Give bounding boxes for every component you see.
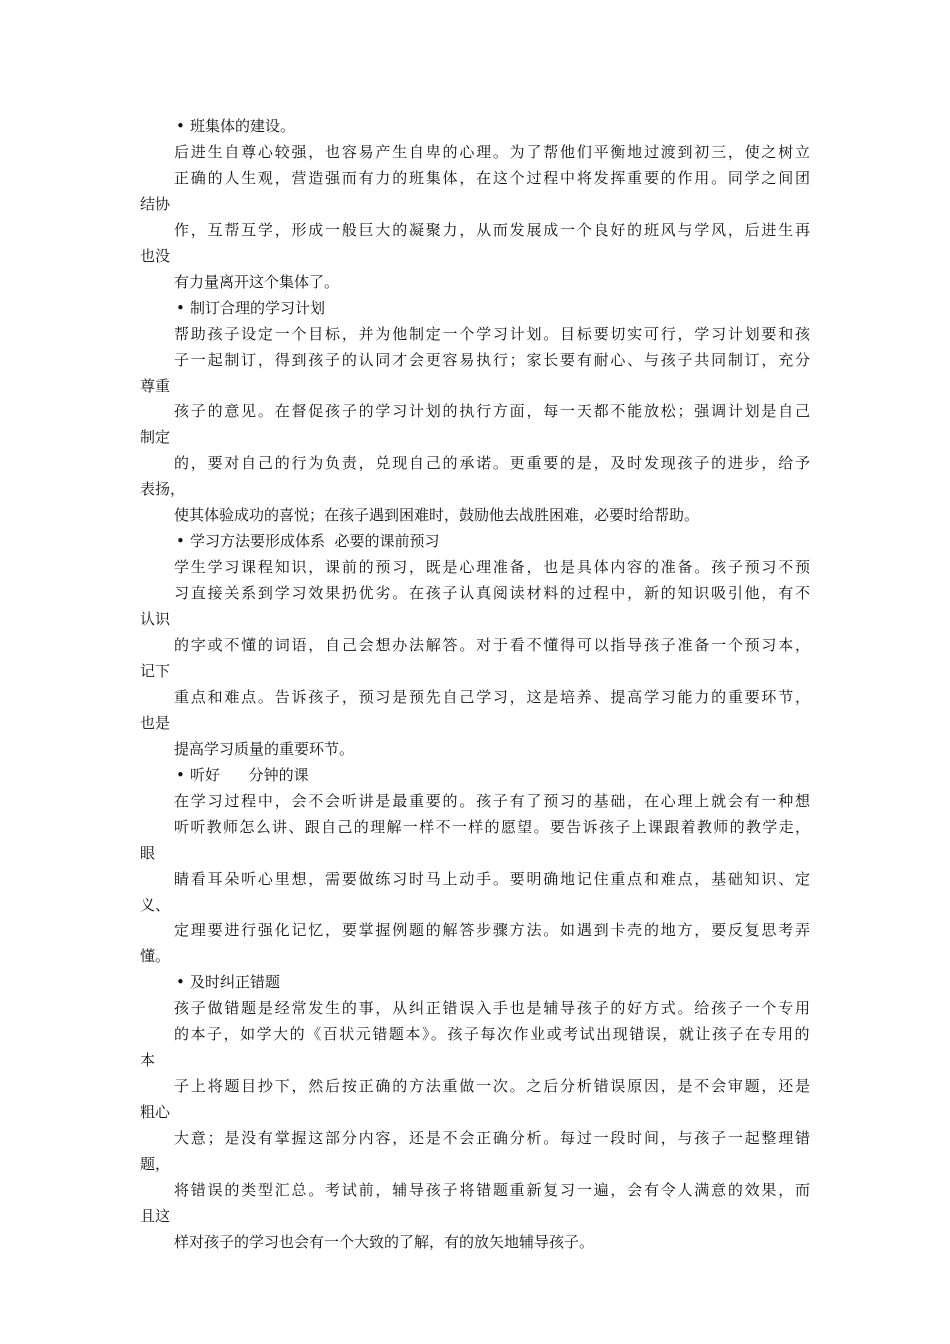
paragraph-line: 题， (140, 1155, 171, 1173)
paragraph-line: 结协 (140, 194, 171, 213)
paragraph-line: 后进生自尊心较强，也容易产生自卑的心理。为了帮他们平衡地过渡到初三，使之树立 (174, 142, 812, 161)
paragraph-line: 在学习过程中，会不会听讲是最重要的。孩子有了预习的基础，在心理上就会有一种想 (174, 791, 812, 810)
paragraph-line: 本 (140, 1051, 156, 1070)
paragraph-line: 作，互帮互学，形成一般巨大的凝聚力，从而发展成一个良好的班风与学风，后进生再 (174, 220, 812, 239)
paragraph-line: 眼 (140, 843, 156, 862)
bullet-icon: • (176, 765, 185, 784)
paragraph-line: 正确的人生观，营造强而有力的班集体，在这个过程中将发挥重要的作用。同学之间团 (174, 168, 812, 187)
paragraph-line: 粗心 (140, 1103, 171, 1122)
paragraph-line: 使其体验成功的喜悦；在孩子遇到困难时，鼓励他去战胜困难，必要时给帮助。 (174, 506, 700, 525)
section-heading (176, 116, 295, 136)
paragraph-line: 孩子做错题是经常发生的事，从纠正错误入手也是辅导孩子的好方式。给孩子一个专用 (174, 999, 812, 1018)
bullet-icon: • (176, 973, 185, 992)
bullet-icon: • (176, 298, 185, 317)
paragraph-line: 认识 (140, 610, 171, 629)
paragraph-line: 定理要进行强化记忆，要掌握例题的解答步骤方法。如遇到卡壳的地方，要反复思考弄 (174, 921, 812, 940)
section-heading (176, 531, 440, 551)
section-heading (176, 298, 325, 318)
paragraph-line: 子一起制订，得到孩子的认同才会更容易执行；家长要有耐心、与孩子共同制订，充分 (174, 350, 812, 369)
paragraph-line: 学生学习课程知识，课前的预习，既是心理准备，也是具体内容的准备。孩子预习不预 (174, 558, 812, 577)
paragraph-line: 记下 (140, 661, 171, 680)
paragraph-line: 尊重 (140, 376, 171, 395)
section-heading-text: 听好 分钟的课 (190, 765, 309, 784)
paragraph-line: 将错误的类型汇总。考试前，辅导孩子将错题重新复习一遍，会有令人满意的效果，而 (174, 1180, 812, 1199)
section-heading-text: 班集体的建设。 (190, 117, 296, 135)
paragraph-line: 大意；是没有掌握这部分内容，还是不会正确分析。每过一段时间，与孩子一起整理错 (174, 1129, 812, 1148)
paragraph-line: 且这 (140, 1206, 171, 1225)
paragraph-line: 听听教师怎么讲、跟自己的理解一样不一样的愿望。要告诉孩子上课跟着教师的教学走， (174, 817, 812, 836)
paragraph-line: 义、 (140, 895, 171, 914)
paragraph-line: 重点和难点。告诉孩子，预习是预先自己学习，这是培养、提高学习能力的重要环节， (174, 687, 812, 706)
bullet-icon: • (176, 117, 185, 135)
section-heading-text: 制订合理的学习计划 (190, 298, 326, 317)
paragraph-line: 样对孩子的学习也会有一个大致的了解，有的放矢地辅导孩子。 (174, 1232, 595, 1251)
section-heading-text: 及时纠正错题 (190, 973, 281, 992)
paragraph-line: 睛看耳朵听心里想，需要做练习时马上动手。要明确地记住重点和难点，基础知识、定 (174, 869, 812, 888)
paragraph-line: 表扬， (140, 480, 186, 499)
section-heading-text: 学习方法要形成体系 必要的课前预习 (190, 532, 440, 551)
paragraph-line: 帮助孩子设定一个目标，并为他制定一个学习计划。目标要切实可行，学习计划要和孩 (174, 324, 812, 343)
paragraph-line: 也没 (140, 246, 171, 265)
paragraph-line: 懂。 (140, 947, 171, 966)
section-heading (176, 972, 280, 992)
paragraph-line: 的字或不懂的词语，自己会想办法解答。对于看不懂得可以指导孩子准备一个预习本， (174, 636, 812, 654)
paragraph-line: 习直接关系到学习效果扔优劣。在孩子认真阅读材料的过程中，新的知识吸引他，有不 (174, 584, 812, 603)
section-heading (176, 765, 309, 785)
paragraph-line: 有力量离开这个集体了。 (174, 272, 340, 291)
paragraph-line: 的，要对自己的行为负责，兑现自己的承诺。更重要的是，及时发现孩子的进步，给予 (174, 454, 812, 473)
paragraph-line: 孩子的意见。在督促孩子的学习计划的执行方面，每一天都不能放松；强调计划是自己 (174, 402, 812, 421)
bullet-icon: • (176, 532, 185, 551)
paragraph-line: 子上将题目抄下，然后按正确的方法重做一次。之后分析错误原因，是不会审题，还是 (174, 1077, 812, 1096)
paragraph-line: 制定 (140, 428, 171, 447)
paragraph-line: 也是 (140, 713, 171, 732)
paragraph-line: 提高学习质量的重要环节。 (174, 739, 355, 758)
paragraph-line: 的本子，如学大的《百状元错题本》。孩子每次作业或考试出现错误，就让孩子在专用的 (174, 1025, 812, 1044)
